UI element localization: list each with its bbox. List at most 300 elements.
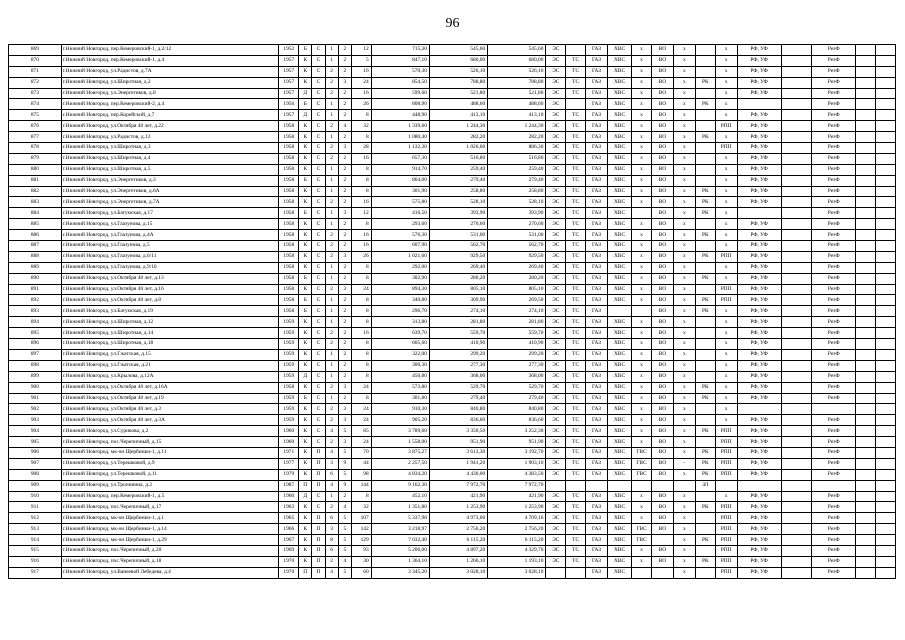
cell-c_x2: х — [673, 339, 695, 350]
cell-c_rk — [695, 349, 715, 360]
cell-no: 891 — [9, 284, 62, 295]
cell-c_x: ГВС — [632, 458, 652, 469]
cell-area_total: 1 364,10 — [371, 556, 429, 567]
cell-c_e2 — [876, 328, 896, 339]
cell-c_x3 — [781, 77, 812, 88]
cell-area_total: 416,50 — [371, 208, 429, 219]
cell-c_x3 — [781, 186, 812, 197]
table-row — [9, 55, 896, 66]
cell-c_resf: РезФ — [812, 447, 856, 458]
cell-c_rf: РФ, УФ — [737, 567, 781, 578]
cell-area_total: 1 558,00 — [371, 437, 429, 448]
cell-apartments: 16 — [351, 230, 371, 241]
cell-area_res: 259,40 — [488, 164, 546, 175]
cell-c2: С — [312, 502, 325, 513]
table-row — [9, 535, 896, 546]
cell-c_hvs: ХВС — [607, 491, 631, 502]
cell-c_x: х — [632, 88, 652, 99]
cell-c_hvs: ХВС — [607, 545, 631, 556]
cell-year: 1959 — [279, 317, 299, 328]
cell-c2: С — [312, 99, 325, 110]
cell-c_x3 — [781, 393, 812, 404]
cell-year: 1957 — [279, 88, 299, 99]
cell-c_ts: ТС — [566, 545, 586, 556]
cell-area_living: 1 266,10 — [429, 556, 487, 567]
cell-area_res: 368,00 — [488, 371, 546, 382]
cell-c_e1 — [856, 491, 876, 502]
cell-floors: 1 — [325, 175, 338, 186]
cell-c_es: ЭС — [546, 524, 566, 535]
cell-apartments: 44 — [351, 458, 371, 469]
cell-c_rk — [695, 415, 715, 426]
cell-c_gvs: х — [715, 153, 737, 164]
cell-c_x2: х — [673, 186, 695, 197]
cell-floors: 1 — [325, 164, 338, 175]
cell-c_hvs: ХВС — [607, 295, 631, 306]
cell-c2: С — [312, 219, 325, 230]
cell-c_x: х — [632, 262, 652, 273]
cell-c_x: х — [632, 349, 652, 360]
cell-c_x: х — [632, 513, 652, 524]
cell-c2: С — [312, 306, 325, 317]
cell-area_living: 280,20 — [429, 273, 487, 284]
cell-area_living: 274,10 — [429, 306, 487, 317]
cell-area_res: 3 192,70 — [488, 447, 546, 458]
cell-c2: С — [312, 208, 325, 219]
cell-year: 1970 — [279, 556, 299, 567]
cell-entrances: 2 — [338, 153, 351, 164]
cell-floors: 1 — [325, 45, 338, 56]
cell-c_vo: ВО — [651, 208, 673, 219]
cell-c2: С — [312, 295, 325, 306]
cell-no: 889 — [9, 262, 62, 273]
cell-c_ts: ТС — [566, 241, 586, 252]
cell-entrances: 2 — [338, 317, 351, 328]
cell-c_resf: РезФ — [812, 230, 856, 241]
cell-c_gaz: ГАЗ — [586, 349, 608, 360]
table-row — [9, 241, 896, 252]
cell-c_e2 — [876, 66, 896, 77]
cell-c_e1 — [856, 219, 876, 230]
cell-address: г.Нижний Новгород, ул.Энергетиков, д.8 — [61, 88, 279, 99]
cell-c_rf: РФ, УФ — [737, 360, 781, 371]
cell-c_gvs: х — [715, 491, 737, 502]
table-row — [9, 393, 896, 404]
cell-c_gvs: х — [715, 371, 737, 382]
cell-c1: К — [299, 153, 312, 164]
cell-no: 907 — [9, 458, 62, 469]
cell-c_x2: х — [673, 295, 695, 306]
table-row — [9, 208, 896, 219]
cell-c_x — [632, 480, 652, 491]
cell-no: 911 — [9, 502, 62, 513]
cell-c_hvs: ХВС — [607, 317, 631, 328]
table-row — [9, 349, 896, 360]
cell-c_vo: ВО — [651, 284, 673, 295]
cell-apartments: 24 — [351, 77, 371, 88]
cell-c_hvs: ХВС — [607, 208, 631, 219]
cell-c_hvs: ХВС — [607, 458, 631, 469]
cell-area_res: 929,50 — [488, 251, 546, 262]
cell-c_x3 — [781, 251, 812, 262]
cell-c_gaz: ГАЗ — [586, 208, 608, 219]
cell-c_hvs: ХВС — [607, 88, 631, 99]
cell-c_x3 — [781, 437, 812, 448]
cell-no: 881 — [9, 175, 62, 186]
cell-c_rf: РФ, УФ — [737, 175, 781, 186]
cell-area_res: 1 193,10 — [488, 556, 546, 567]
cell-apartments: 5 — [351, 55, 371, 66]
cell-c_gvs: х — [715, 306, 737, 317]
cell-c_e1 — [856, 273, 876, 284]
cell-no: 893 — [9, 306, 62, 317]
cell-c_ts: ТС — [566, 339, 586, 350]
cell-c_e1 — [856, 45, 876, 56]
cell-area_living: 4 430,00 — [429, 469, 487, 480]
cell-apartments: 16 — [351, 66, 371, 77]
cell-c_resf: РезФ — [812, 121, 856, 132]
cell-year: 1963 — [279, 502, 299, 513]
cell-no: 895 — [9, 328, 62, 339]
cell-c_rf: РФ, УФ — [737, 230, 781, 241]
cell-area_total: 854,50 — [371, 77, 429, 88]
cell-address: г.Нижний Новгород, ул.Энергетиков, д.7А — [61, 197, 279, 208]
cell-c_vo: ВО — [651, 110, 673, 121]
cell-c1: К — [299, 404, 312, 415]
cell-c_resf: РезФ — [812, 339, 856, 350]
cell-c1: К — [299, 262, 312, 273]
cell-c_e1 — [856, 349, 876, 360]
cell-c1: Б — [299, 273, 312, 284]
cell-c_e2 — [876, 426, 896, 437]
cell-c_rk — [695, 513, 715, 524]
cell-no: 887 — [9, 241, 62, 252]
cell-c1: К — [299, 251, 312, 262]
cell-c_x2 — [673, 480, 695, 491]
cell-c_gvs: РПП — [715, 295, 737, 306]
cell-c_e1 — [856, 110, 876, 121]
cell-year: 1958 — [279, 382, 299, 393]
cell-c_gaz: ГАЗ — [586, 153, 608, 164]
cell-address: г.Нижний Новгород, ул.Октября 40 лет, д.22 — [61, 121, 279, 132]
cell-c_rk: РК — [695, 502, 715, 513]
cell-c_e2 — [876, 186, 896, 197]
cell-area_living: 282,20 — [429, 132, 487, 143]
cell-c_es: ЭС — [546, 273, 566, 284]
cell-c_e1 — [856, 66, 876, 77]
cell-c1: К — [299, 230, 312, 241]
cell-c_gvs: х — [715, 415, 737, 426]
cell-c_x: ГВС — [632, 524, 652, 535]
cell-c_es: ЭС — [546, 556, 566, 567]
cell-c_e2 — [876, 88, 896, 99]
cell-c_x: х — [632, 164, 652, 175]
cell-c_e1 — [856, 99, 876, 110]
cell-c_e2 — [876, 371, 896, 382]
cell-c_x3 — [781, 502, 812, 513]
cell-c_x: х — [632, 197, 652, 208]
cell-c_x3 — [781, 241, 812, 252]
cell-year: 1965 — [279, 513, 299, 524]
cell-c_x: х — [632, 153, 652, 164]
cell-floors: 2 — [325, 77, 338, 88]
cell-area_living: 309,90 — [429, 295, 487, 306]
cell-entrances: 2 — [338, 45, 351, 56]
cell-c_x2: х — [673, 175, 695, 186]
cell-c_e2 — [876, 77, 896, 88]
cell-c_e1 — [856, 393, 876, 404]
cell-c_hvs: ХВС — [607, 284, 631, 295]
cell-c_rf: РФ, УФ — [737, 437, 781, 448]
cell-c_es: ЭС — [546, 164, 566, 175]
cell-c_e1 — [856, 426, 876, 437]
cell-c2: С — [312, 88, 325, 99]
cell-c_vo: ВО — [651, 415, 673, 426]
table-row — [9, 88, 896, 99]
cell-c1: К — [299, 241, 312, 252]
cell-c_rf: РФ, УФ — [737, 556, 781, 567]
cell-c_es: ЭС — [546, 317, 566, 328]
cell-c_ts: ТС — [566, 382, 586, 393]
cell-c_e1 — [856, 251, 876, 262]
cell-c_gvs: РПП — [715, 567, 737, 578]
cell-entrances: 2 — [338, 393, 351, 404]
cell-year: 1958 — [279, 143, 299, 154]
cell-floors: 1 — [325, 186, 338, 197]
cell-c_e1 — [856, 404, 876, 415]
cell-c_hvs: ХВС — [607, 415, 631, 426]
cell-c_x3 — [781, 88, 812, 99]
cell-area_res: 1 903,10 — [488, 458, 546, 469]
cell-c_rk — [695, 175, 715, 186]
cell-c_hvs: ХВС — [607, 339, 631, 350]
cell-apartments: 24 — [351, 284, 371, 295]
cell-c_hvs: ХВС — [607, 132, 631, 143]
cell-c_e1 — [856, 197, 876, 208]
table-row — [9, 513, 896, 524]
cell-area_res: 529,70 — [488, 382, 546, 393]
cell-c_es: ЭС — [546, 88, 566, 99]
cell-c_gvs: х — [715, 99, 737, 110]
cell-c2: С — [312, 437, 325, 448]
cell-area_living: 545,60 — [429, 45, 487, 56]
cell-c_e2 — [876, 502, 896, 513]
cell-area_living: 3 613,30 — [429, 447, 487, 458]
cell-no: 871 — [9, 66, 62, 77]
table-row — [9, 132, 896, 143]
cell-area_res: 4 329,70 — [488, 545, 546, 556]
cell-c_vo: ВО — [651, 524, 673, 535]
cell-c_x2: х — [673, 404, 695, 415]
cell-c_resf: РезФ — [812, 164, 856, 175]
cell-c1: К — [299, 447, 312, 458]
cell-c_x2: х — [673, 55, 695, 66]
cell-entrances: 2 — [338, 66, 351, 77]
cell-year: 1969 — [279, 545, 299, 556]
cell-c_ts — [566, 567, 586, 578]
cell-c_gaz: ГАЗ — [586, 66, 608, 77]
cell-apartments: 60 — [351, 567, 371, 578]
cell-c_hvs: ХВС — [607, 404, 631, 415]
cell-c_rf: РФ, УФ — [737, 262, 781, 273]
cell-address: г.Нижний Новгород, ул.Сурикова, д.2 — [61, 426, 279, 437]
cell-year: 1959 — [279, 339, 299, 350]
cell-c_es: ЭС — [546, 219, 566, 230]
cell-c_rf: РФ, УФ — [737, 317, 781, 328]
cell-c_rf: РФ, УФ — [737, 426, 781, 437]
cell-c_vo: ВО — [651, 426, 673, 437]
cell-floors: 2 — [325, 502, 338, 513]
cell-c_x: х — [632, 295, 652, 306]
cell-area_res: 526,10 — [488, 66, 546, 77]
cell-c2: С — [312, 132, 325, 143]
cell-c_rk: РК — [695, 132, 715, 143]
cell-c_e1 — [856, 339, 876, 350]
cell-c_hvs: ХВС — [607, 197, 631, 208]
cell-c_ts — [566, 99, 586, 110]
cell-c_resf: РезФ — [812, 110, 856, 121]
cell-c_es: ЭС — [546, 262, 566, 273]
cell-c_gvs: х — [715, 55, 737, 66]
cell-year: 1958 — [279, 230, 299, 241]
table-row — [9, 328, 896, 339]
cell-no: 905 — [9, 437, 62, 448]
table-row — [9, 45, 896, 56]
cell-address: г.Нижний Новгород, ул.Глазунова, д.5 — [61, 241, 279, 252]
table-row — [9, 415, 896, 426]
cell-c_gaz: ГАЗ — [586, 197, 608, 208]
cell-c_resf: РезФ — [812, 393, 856, 404]
cell-area_res: 393,90 — [488, 208, 546, 219]
cell-c_vo: ВО — [651, 262, 673, 273]
cell-c_x: х — [632, 121, 652, 132]
cell-c_ts: ТС — [566, 88, 586, 99]
cell-c_hvs: ХВС — [607, 447, 631, 458]
cell-c_es: ЭС — [546, 284, 566, 295]
cell-c_ts: ТС — [566, 273, 586, 284]
cell-c_e1 — [856, 306, 876, 317]
table-row — [9, 284, 896, 295]
cell-area_living: 7 972,70 — [429, 480, 487, 491]
cell-c_e1 — [856, 567, 876, 578]
cell-c_x2: х — [673, 524, 695, 535]
cell-apartments: 24 — [351, 382, 371, 393]
cell-c_rf: РФ, УФ — [737, 186, 781, 197]
cell-no: 890 — [9, 273, 62, 284]
cell-c_x3 — [781, 317, 812, 328]
cell-apartments: 12 — [351, 208, 371, 219]
cell-no: 874 — [9, 99, 62, 110]
cell-floors: 1 — [325, 55, 338, 66]
cell-c_gvs — [715, 480, 737, 491]
cell-c_rk — [695, 284, 715, 295]
cell-c1: К — [299, 458, 312, 469]
cell-c1: К — [299, 132, 312, 143]
cell-c_x3 — [781, 415, 812, 426]
cell-c_x: х — [632, 371, 652, 382]
cell-c_gaz: ГАЗ — [586, 458, 608, 469]
cell-no: 916 — [9, 556, 62, 567]
cell-c_vo: ВО — [651, 273, 673, 284]
cell-c_rk: РК — [695, 306, 715, 317]
cell-apartments: 30 — [351, 556, 371, 567]
cell-c_rk — [695, 153, 715, 164]
cell-c1: К — [299, 339, 312, 350]
cell-floors: 1 — [325, 273, 338, 284]
cell-c_hvs: ХВС — [607, 219, 631, 230]
cell-c_x: х — [632, 77, 652, 88]
cell-c_es: ЭС — [546, 153, 566, 164]
cell-c_e2 — [876, 458, 896, 469]
cell-apartments: 93 — [351, 545, 371, 556]
cell-c_x: ГВС — [632, 535, 652, 546]
cell-c_x3 — [781, 328, 812, 339]
cell-apartments: 24 — [351, 415, 371, 426]
cell-c_gaz: ГАЗ — [586, 77, 608, 88]
cell-c_es: ЭС — [546, 458, 566, 469]
cell-c_e2 — [876, 447, 896, 458]
cell-c_x2: х — [673, 88, 695, 99]
cell-c_x2: х — [673, 556, 695, 567]
cell-apartments: 8 — [351, 262, 371, 273]
cell-c_e1 — [856, 415, 876, 426]
cell-c_rk: РК — [695, 186, 715, 197]
cell-address: г.Нижний Новгород, мк-он Щербинки-1, д.1 — [61, 513, 279, 524]
cell-c_x2: х — [673, 77, 695, 88]
cell-c1: К — [299, 219, 312, 230]
cell-c_hvs: ХВС — [607, 143, 631, 154]
cell-c_e2 — [876, 262, 896, 273]
cell-c_x2: х — [673, 447, 695, 458]
cell-c_x3 — [781, 110, 812, 121]
cell-c1: Д — [299, 491, 312, 502]
cell-c_x3 — [781, 349, 812, 360]
cell-c_e2 — [876, 273, 896, 284]
cell-year: 1958 — [279, 262, 299, 273]
cell-c_rk: РК — [695, 556, 715, 567]
cell-c_x2: х — [673, 328, 695, 339]
cell-c2: С — [312, 251, 325, 262]
cell-c_hvs: ХВС — [607, 251, 631, 262]
cell-c_e2 — [876, 382, 896, 393]
cell-no: 878 — [9, 143, 62, 154]
cell-c_e1 — [856, 556, 876, 567]
cell-c_gaz: ГАЗ — [586, 143, 608, 154]
cell-c_x3 — [781, 219, 812, 230]
cell-c_e2 — [876, 164, 896, 175]
cell-c_hvs: ХВС — [607, 230, 631, 241]
cell-c_es: ЭС — [546, 121, 566, 132]
table-row — [9, 306, 896, 317]
cell-area_total: 570,30 — [371, 66, 429, 77]
cell-c_rf: РФ, УФ — [737, 55, 781, 66]
cell-c_x3 — [781, 45, 812, 56]
cell-c_ts: ТС — [566, 110, 586, 121]
cell-c1: К — [299, 556, 312, 567]
cell-c_x2: х — [673, 284, 695, 295]
cell-c_x2: х — [673, 426, 695, 437]
cell-address: г.Нижний Новгород, ул.Широтная, д.2 — [61, 77, 279, 88]
cell-c_e2 — [876, 251, 896, 262]
cell-c_e2 — [876, 339, 896, 350]
cell-year: 1979 — [279, 469, 299, 480]
cell-address: г.Нижний Новгород, ул.Батумская, д.19 — [61, 306, 279, 317]
cell-year: 1959 — [279, 371, 299, 382]
cell-c_es: ЭС — [546, 535, 566, 546]
cell-c_resf: РезФ — [812, 469, 856, 480]
cell-c_resf: РезФ — [812, 317, 856, 328]
cell-c_e2 — [876, 153, 896, 164]
